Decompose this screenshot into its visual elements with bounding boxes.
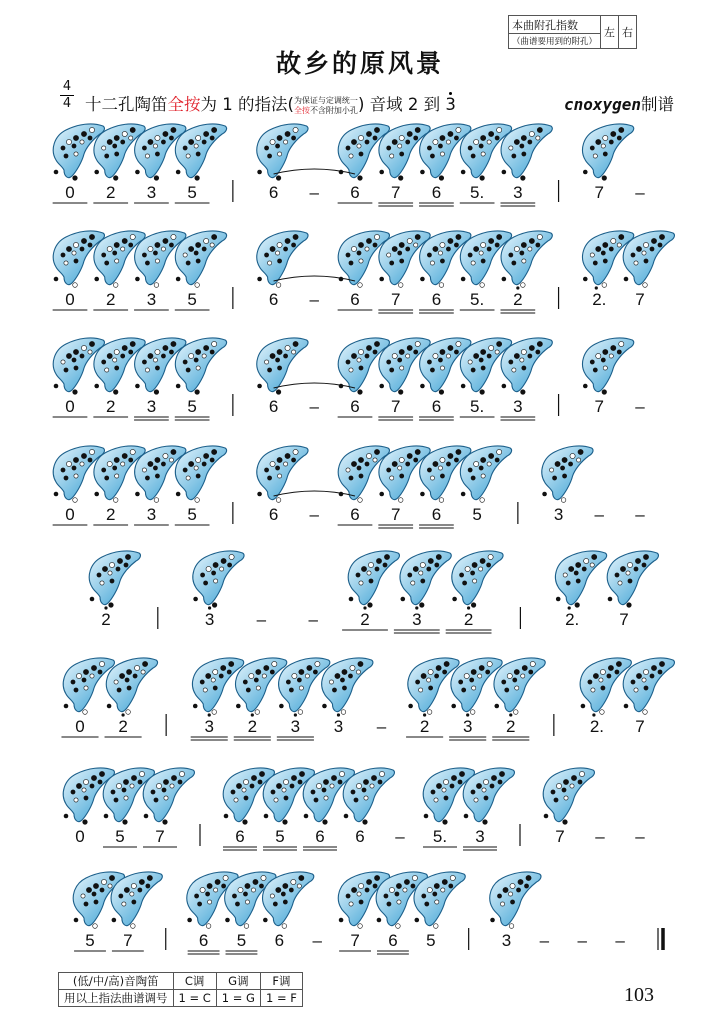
- score-note: 5: [187, 505, 197, 524]
- score-row: [0, 762, 720, 866]
- high-octave-dot: [104, 606, 107, 609]
- score-note: 0: [65, 183, 75, 202]
- high-octave-dot: [595, 286, 598, 289]
- score-note: –: [309, 505, 320, 524]
- hole-index-label: 本曲附孔指数: [509, 16, 601, 34]
- score-note: –: [615, 931, 625, 950]
- high-octave-dot: [568, 606, 571, 609]
- ocarina-fingering-icon: [322, 658, 373, 714]
- ocarina-fingering-icon: [583, 124, 634, 180]
- score-note: 7: [390, 183, 401, 202]
- fingering-description: [85, 91, 456, 116]
- score-note: –: [312, 931, 322, 950]
- subtitle: [60, 79, 700, 116]
- score-note: –: [309, 183, 320, 202]
- score-note: –: [635, 397, 645, 416]
- score-note: 0: [75, 827, 85, 846]
- score-note: 7: [594, 183, 605, 202]
- score-note: 7: [635, 290, 645, 309]
- score-note: 3: [501, 931, 512, 950]
- key-table-c3: 1 = F: [260, 990, 302, 1007]
- score-note: –: [577, 931, 588, 950]
- high-octave-dot: [592, 713, 595, 716]
- score-note: 3: [290, 717, 301, 736]
- arranger-suffix: 制谱: [641, 95, 674, 114]
- high-octave-dot: [208, 713, 211, 716]
- high-octave-dot: [423, 713, 426, 716]
- hole-index-note: （曲谱要用到的附孔）: [509, 34, 601, 49]
- note-line1: 为保证与定调统一: [293, 95, 358, 105]
- score-note: 5: [236, 931, 247, 950]
- arranger: [564, 91, 674, 115]
- ocarina-fingering-icon: [583, 338, 634, 394]
- score-note: 3: [204, 717, 214, 736]
- score-note: 6: [431, 397, 442, 416]
- high-octave-dot: [516, 286, 519, 289]
- note-line2-rest: 不含附加小孔: [309, 105, 358, 115]
- high-octave-dot: [337, 713, 340, 716]
- score-note: 5.: [470, 397, 485, 416]
- score-note: 6: [268, 290, 279, 309]
- left-label: 左: [601, 16, 619, 49]
- score-note: 3: [513, 183, 523, 202]
- score-note: 6: [274, 931, 285, 950]
- key-table-c2: 1 = G: [216, 990, 260, 1007]
- fingering-note: [294, 96, 358, 116]
- ocarina-fingering-icon: [106, 658, 157, 714]
- time-signature: [60, 80, 74, 111]
- ocarina-fingering-icon: [348, 551, 399, 607]
- score-note: 2: [247, 717, 258, 736]
- ocarina-fingering-icon: [193, 551, 244, 607]
- score-note: 5: [187, 290, 197, 309]
- score-note: 6: [268, 397, 279, 416]
- score-row: [0, 332, 720, 436]
- score-note: 6: [350, 290, 360, 309]
- score-note: 6: [268, 505, 279, 524]
- score-note: 5: [85, 931, 95, 950]
- note-line2-red: 全按: [293, 105, 310, 115]
- high-octave-dot: [466, 713, 469, 716]
- high-octave-dot: [467, 606, 470, 609]
- score-note: 3: [333, 717, 344, 736]
- ocarina-fingering-icon: [607, 551, 658, 607]
- arranger-name: cnoxygen: [563, 95, 641, 114]
- score-note: –: [539, 931, 550, 950]
- score-note: 5: [187, 183, 197, 202]
- score-note: 7: [390, 397, 401, 416]
- score-note: –: [309, 290, 320, 309]
- score-note: 5: [115, 827, 125, 846]
- score-note: 6: [350, 505, 360, 524]
- score-note: 3: [553, 505, 564, 524]
- ocarina-fingering-icon: [494, 658, 545, 714]
- time-sig-top: 4: [62, 79, 72, 94]
- score-note: –: [594, 505, 605, 524]
- score-note: –: [595, 827, 605, 846]
- ocarina-fingering-icon: [542, 446, 593, 502]
- score-note: –: [635, 505, 645, 524]
- score-note: 5: [472, 505, 482, 524]
- high-octave-dot: [294, 713, 297, 716]
- score-note: –: [376, 717, 387, 736]
- ocarina-fingering-icon: [623, 658, 674, 714]
- score-note: 2: [105, 183, 116, 202]
- ocarina-fingering-icon: [555, 551, 606, 607]
- score-note: 6: [235, 827, 245, 846]
- score-note: 2: [360, 610, 370, 629]
- score-note: 7: [390, 290, 401, 309]
- high-octave-dot: [509, 713, 512, 716]
- score-note: 3: [412, 610, 422, 629]
- key-table-h2: G调: [216, 973, 260, 990]
- sub-part1: 十二孔陶笛: [85, 95, 168, 114]
- score-note: 5: [275, 827, 285, 846]
- high-octave-dot: [415, 606, 418, 609]
- score-note: 3: [204, 610, 215, 629]
- score-note: 6: [431, 290, 442, 309]
- score-note: 7: [594, 397, 605, 416]
- score-note: 2: [506, 717, 516, 736]
- key-table-c0: 用以上指法曲谱调号: [59, 990, 174, 1007]
- sub-part3: ) 音域 2 到: [357, 95, 446, 114]
- score-note: 3: [146, 505, 157, 524]
- score-note: 3: [146, 183, 157, 202]
- score-note: –: [256, 610, 267, 629]
- high-octave-dot: [208, 606, 211, 609]
- score-note: 7: [390, 505, 401, 524]
- score-note: 5.: [432, 827, 448, 846]
- score-note: –: [635, 183, 645, 202]
- key-table-h0: (低/中/高)音陶笛: [59, 973, 174, 990]
- key-table-c1: 1 = C: [173, 990, 216, 1007]
- score-note: 3: [513, 397, 523, 416]
- score-note: 6: [315, 827, 325, 846]
- ocarina-fingering-icon: [543, 768, 594, 824]
- score-row: [0, 225, 720, 329]
- score-row: [0, 440, 720, 544]
- high-octave-dot: [251, 713, 254, 716]
- score-note: 2.: [589, 717, 605, 736]
- score-note: 2: [513, 290, 523, 309]
- score-note: 6: [388, 931, 398, 950]
- score-note: 5: [426, 931, 436, 950]
- ocarina-fingering-icon: [400, 551, 451, 607]
- score-note: 0: [65, 290, 75, 309]
- time-sig-bottom: 4: [62, 96, 72, 111]
- right-label: 右: [619, 16, 637, 49]
- score-note: 6: [198, 931, 209, 950]
- score-note: 7: [123, 931, 133, 950]
- score-note: 3: [475, 827, 485, 846]
- score-note: 5.: [470, 183, 485, 202]
- score-row: [0, 118, 720, 222]
- score-note: 2: [105, 505, 116, 524]
- score-note: –: [635, 827, 645, 846]
- score-note: 5: [187, 397, 197, 416]
- score-row: [0, 545, 720, 649]
- score-note: 2: [118, 717, 128, 736]
- score-row: [0, 866, 720, 970]
- score-note: 7: [155, 827, 165, 846]
- score-note: 7: [555, 827, 565, 846]
- score-note: 6: [431, 183, 442, 202]
- score-note: 6: [350, 397, 360, 416]
- key-table: [58, 972, 303, 1007]
- key-table-h3: F调: [260, 973, 302, 990]
- score-note: 3: [462, 717, 473, 736]
- score-note: 2.: [592, 290, 607, 309]
- score-note: –: [308, 610, 318, 629]
- score-note: 2: [463, 610, 474, 629]
- score-note: 2: [105, 290, 116, 309]
- score-note: 6: [350, 183, 360, 202]
- score-note: 7: [350, 931, 360, 950]
- score-note: 0: [65, 397, 75, 416]
- ocarina-fingering-icon: [452, 551, 503, 607]
- score-note: 2: [101, 610, 111, 629]
- score-note: 5.: [470, 290, 485, 309]
- sub-part2: 为 1 的指法(: [200, 95, 294, 114]
- high-octave-dot: [121, 713, 124, 716]
- score-note: 6: [268, 183, 279, 202]
- score-note: 2.: [565, 610, 580, 629]
- ocarina-fingering-icon: [89, 551, 140, 607]
- page-title: 故乡的原风景: [275, 49, 444, 78]
- score-note: 7: [619, 610, 629, 629]
- high-octave-dot: [363, 606, 366, 609]
- key-table-h1: C调: [173, 973, 216, 990]
- score-note: –: [395, 827, 405, 846]
- ocarina-fingering-icon: [490, 872, 541, 928]
- sub-highlight: 全按: [167, 95, 201, 114]
- score-note: 2: [419, 717, 430, 736]
- score-note: –: [309, 397, 320, 416]
- score-note: 3: [146, 290, 157, 309]
- score-note: 0: [75, 717, 85, 736]
- score-note: 6: [431, 505, 442, 524]
- score-note: 6: [355, 827, 365, 846]
- score-row: [0, 652, 720, 756]
- score-note: 2: [105, 397, 116, 416]
- range-top-note: 3: [445, 95, 456, 114]
- score-note: 3: [146, 397, 157, 416]
- score-note: 7: [635, 717, 645, 736]
- page-number: 103: [624, 984, 654, 1006]
- score-note: 0: [65, 505, 75, 524]
